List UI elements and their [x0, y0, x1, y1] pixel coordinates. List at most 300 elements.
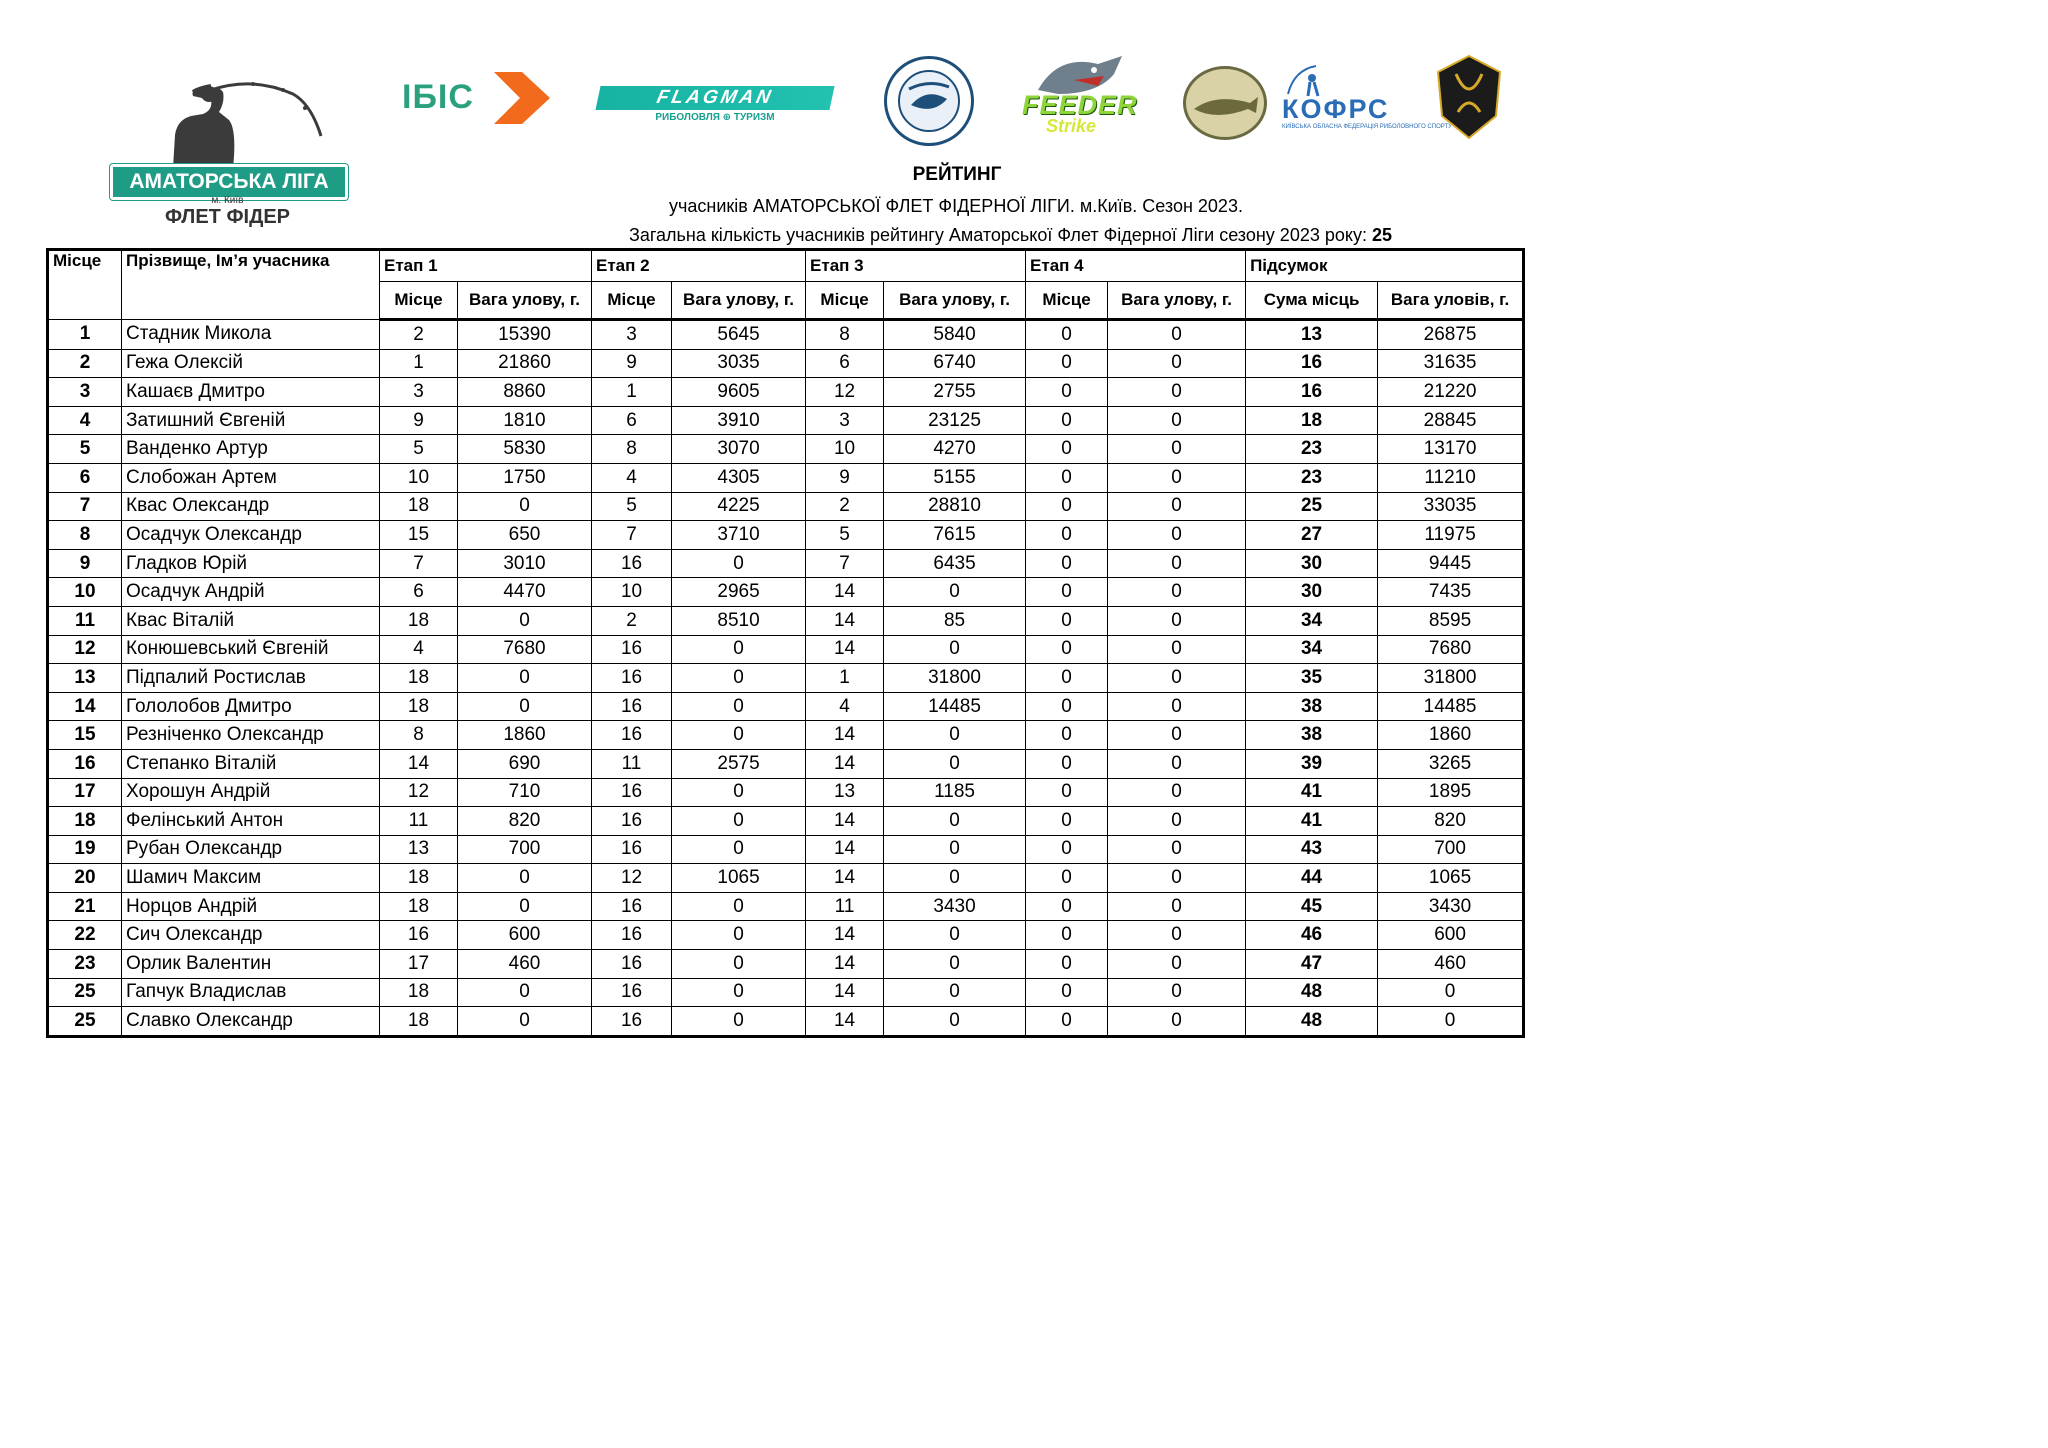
stage-4-weight-cell: 0: [1108, 835, 1246, 864]
stage-1-weight-cell: 7680: [458, 635, 592, 664]
stage-2-place-cell: 6: [592, 406, 672, 435]
stage-4-place-cell: 0: [1026, 921, 1108, 950]
place-cell: 14: [48, 692, 122, 721]
stage-1-place-cell: 18: [380, 492, 458, 521]
stage-1-weight-cell: 460: [458, 950, 592, 979]
total-weight-cell: 600: [1378, 921, 1524, 950]
participant-name-cell: Рубан Олександр: [122, 835, 380, 864]
participant-name-cell: Ванденко Артур: [122, 435, 380, 464]
total-weight-cell: 820: [1378, 807, 1524, 836]
stage-3-weight-cell: 0: [884, 721, 1026, 750]
league-subtitle: ФЛЕТ ФІДЕР: [164, 206, 290, 228]
stage-1-weight-cell: 21860: [458, 349, 592, 378]
place-cell: 8: [48, 521, 122, 550]
sum-places-cell: 23: [1246, 463, 1378, 492]
total-weight-cell: 0: [1378, 978, 1524, 1007]
sum-places-cell: 48: [1246, 978, 1378, 1007]
stage-3-weight-cell: 28810: [884, 492, 1026, 521]
stage-1-place-cell: 18: [380, 664, 458, 693]
participant-name-cell: Затишний Євгеній: [122, 406, 380, 435]
stage-1-weight-cell: 820: [458, 807, 592, 836]
stage-2-place-cell: 16: [592, 721, 672, 750]
stage-2-place-cell: 5: [592, 492, 672, 521]
place-cell: 10: [48, 578, 122, 607]
place-cell: 18: [48, 807, 122, 836]
place-cell: 21: [48, 892, 122, 921]
total-weight-cell: 11975: [1378, 521, 1524, 550]
stage-1-place-cell: 7: [380, 549, 458, 578]
stage-1-place-cell: 18: [380, 692, 458, 721]
participant-name-cell: Сич Олександр: [122, 921, 380, 950]
table-row: [48, 978, 1524, 1007]
sum-places-cell: 25: [1246, 492, 1378, 521]
column-header-place: Місце: [48, 250, 122, 320]
table-header-row: [48, 250, 1524, 282]
stage-3-weight-cell: 6740: [884, 349, 1026, 378]
stage-1-place-cell: 5: [380, 435, 458, 464]
total-weight-cell: 33035: [1378, 492, 1524, 521]
stage-3-place-cell: 14: [806, 1007, 884, 1037]
stage-3-weight-cell: 0: [884, 921, 1026, 950]
stage-4-weight-cell: 0: [1108, 492, 1246, 521]
stage-3-place-cell: 14: [806, 578, 884, 607]
stage-2-place-cell: 16: [592, 664, 672, 693]
stage-1-weight-cell: 4470: [458, 578, 592, 607]
total-weight-cell: 1895: [1378, 778, 1524, 807]
stage-2-weight-cell: 5645: [672, 320, 806, 350]
sum-places-cell: 38: [1246, 721, 1378, 750]
stage-4-weight-cell: 0: [1108, 549, 1246, 578]
stage-3-weight-header: Вага улову, г.: [884, 282, 1026, 320]
total-weight-cell: 0: [1378, 1007, 1524, 1037]
stage-4-place-cell: 0: [1026, 492, 1108, 521]
table-row: [48, 921, 1524, 950]
stage-3-place-cell: 14: [806, 835, 884, 864]
strike-logo-text: Strike: [1046, 116, 1097, 136]
column-header-name: Прізвище, Ім’я учасника: [122, 250, 380, 320]
stage-3-place-cell: 14: [806, 807, 884, 836]
stage-3-place-cell: 4: [806, 692, 884, 721]
stage-2-weight-cell: 3910: [672, 406, 806, 435]
stage-3-weight-cell: 0: [884, 864, 1026, 893]
table-row: [48, 749, 1524, 778]
stage-3-place-cell: 14: [806, 921, 884, 950]
stage-1-place-header: Місце: [380, 282, 458, 320]
stage-2-weight-cell: 0: [672, 1007, 806, 1037]
stage-3-weight-cell: 4270: [884, 435, 1026, 464]
stage-4-place-cell: 0: [1026, 378, 1108, 407]
stage-4-weight-cell: 0: [1108, 378, 1246, 407]
flagman-logo: [598, 86, 832, 128]
feeder-logo-text: FEEDER: [1022, 90, 1138, 120]
sum-places-cell: 43: [1246, 835, 1378, 864]
stage-3-weight-cell: 6435: [884, 549, 1026, 578]
stage-4-weight-cell: 0: [1108, 749, 1246, 778]
stage-3-weight-cell: 2755: [884, 378, 1026, 407]
sum-weight-header: Вага уловів, г.: [1378, 282, 1524, 320]
stage-header-3: Етап 3: [806, 250, 1026, 282]
total-weight-cell: 460: [1378, 950, 1524, 979]
table-row: [48, 606, 1524, 635]
place-cell: 20: [48, 864, 122, 893]
stage-1-weight-cell: 0: [458, 978, 592, 1007]
stage-4-place-cell: 0: [1026, 578, 1108, 607]
league-city: м. Київ: [211, 195, 244, 206]
sum-places-cell: 16: [1246, 378, 1378, 407]
stage-4-place-cell: 0: [1026, 435, 1108, 464]
stage-1-place-cell: 15: [380, 521, 458, 550]
stage-4-weight-cell: 0: [1108, 463, 1246, 492]
stage-3-place-cell: 13: [806, 778, 884, 807]
stage-3-weight-cell: 3430: [884, 892, 1026, 921]
stage-3-weight-cell: 14485: [884, 692, 1026, 721]
stage-3-place-cell: 10: [806, 435, 884, 464]
stage-2-weight-cell: 0: [672, 721, 806, 750]
sum-places-header: Сума місць: [1246, 282, 1378, 320]
participant-name-cell: Гапчук Владислав: [122, 978, 380, 1007]
stage-2-place-cell: 16: [592, 892, 672, 921]
stage-1-place-cell: 18: [380, 1007, 458, 1037]
stage-3-weight-cell: 23125: [884, 406, 1026, 435]
participant-name-cell: Кашаєв Дмитро: [122, 378, 380, 407]
stage-1-place-cell: 12: [380, 778, 458, 807]
participant-name-cell: Орлик Валентин: [122, 950, 380, 979]
total-weight-cell: 28845: [1378, 406, 1524, 435]
stage-1-place-cell: 14: [380, 749, 458, 778]
stage-1-weight-cell: 0: [458, 864, 592, 893]
stage-4-weight-cell: 0: [1108, 406, 1246, 435]
sum-places-cell: 16: [1246, 349, 1378, 378]
sum-places-cell: 39: [1246, 749, 1378, 778]
stage-3-place-cell: 11: [806, 892, 884, 921]
participant-name-cell: Квас Олександр: [122, 492, 380, 521]
stage-4-weight-cell: 0: [1108, 864, 1246, 893]
stage-1-weight-cell: 8860: [458, 378, 592, 407]
fish-emblem-icon: [887, 59, 971, 143]
stage-4-weight-cell: 0: [1108, 635, 1246, 664]
stage-4-place-cell: 0: [1026, 835, 1108, 864]
stage-2-place-cell: 16: [592, 950, 672, 979]
stage-1-place-cell: 6: [380, 578, 458, 607]
stage-2-weight-cell: 3070: [672, 435, 806, 464]
table-row: [48, 635, 1524, 664]
participant-name-cell: Славко Олександр: [122, 1007, 380, 1037]
ibis-logo-text: ІБІС: [402, 78, 474, 116]
stage-3-weight-cell: 0: [884, 978, 1026, 1007]
stage-3-place-cell: 5: [806, 521, 884, 550]
stage-4-place-cell: 0: [1026, 606, 1108, 635]
stage-4-weight-cell: 0: [1108, 921, 1246, 950]
stage-2-place-cell: 9: [592, 349, 672, 378]
stage-2-place-header: Місце: [592, 282, 672, 320]
total-weight-cell: 7680: [1378, 635, 1524, 664]
stage-3-place-cell: 14: [806, 635, 884, 664]
participant-count-line: [629, 225, 1392, 246]
stage-1-weight-cell: 650: [458, 521, 592, 550]
place-cell: 9: [48, 549, 122, 578]
sum-places-cell: 23: [1246, 435, 1378, 464]
stage-1-place-cell: 18: [380, 978, 458, 1007]
participant-name-cell: Гололобов Дмитро: [122, 692, 380, 721]
stage-2-weight-cell: 0: [672, 807, 806, 836]
sum-places-cell: 30: [1246, 578, 1378, 607]
stage-4-weight-cell: 0: [1108, 521, 1246, 550]
stage-2-place-cell: 16: [592, 1007, 672, 1037]
stage-2-weight-cell: 0: [672, 950, 806, 979]
stage-3-weight-cell: 85: [884, 606, 1026, 635]
stage-1-weight-cell: 700: [458, 835, 592, 864]
stage-4-weight-cell: 0: [1108, 1007, 1246, 1037]
stage-4-weight-cell: 0: [1108, 721, 1246, 750]
table-row: [48, 578, 1524, 607]
stage-2-place-cell: 1: [592, 378, 672, 407]
stage-2-place-cell: 7: [592, 521, 672, 550]
table-row: [48, 692, 1524, 721]
stage-1-weight-cell: 0: [458, 492, 592, 521]
stage-2-place-cell: 4: [592, 463, 672, 492]
total-weight-cell: 7435: [1378, 578, 1524, 607]
stage-2-weight-cell: 8510: [672, 606, 806, 635]
participant-name-cell: Стадник Микола: [122, 320, 380, 350]
stage-2-weight-cell: 0: [672, 778, 806, 807]
participant-name-cell: Осадчук Олександр: [122, 521, 380, 550]
flagman-tagline: РИБОЛОВЛЯ ⊕ ТУРИЗМ: [655, 112, 775, 123]
stage-4-place-cell: 0: [1026, 463, 1108, 492]
stage-2-place-cell: 16: [592, 635, 672, 664]
stage-4-weight-cell: 0: [1108, 664, 1246, 693]
place-cell: 2: [48, 349, 122, 378]
place-cell: 16: [48, 749, 122, 778]
stage-3-weight-cell: 0: [884, 749, 1026, 778]
stage-1-place-cell: 3: [380, 378, 458, 407]
stage-1-weight-cell: 710: [458, 778, 592, 807]
sum-places-cell: 34: [1246, 635, 1378, 664]
stage-3-weight-cell: 0: [884, 1007, 1026, 1037]
stage-1-weight-cell: 3010: [458, 549, 592, 578]
place-cell: 25: [48, 1007, 122, 1037]
stage-2-place-cell: 2: [592, 606, 672, 635]
stage-2-place-cell: 16: [592, 835, 672, 864]
page-title: РЕЙТИНГ: [912, 164, 1002, 185]
stage-2-place-cell: 8: [592, 435, 672, 464]
stage-3-weight-cell: 0: [884, 950, 1026, 979]
stage-3-weight-cell: 0: [884, 807, 1026, 836]
participant-name-cell: Фелінський Антон: [122, 807, 380, 836]
stage-3-place-cell: 3: [806, 406, 884, 435]
place-cell: 1: [48, 320, 122, 350]
stage-1-weight-cell: 600: [458, 921, 592, 950]
stage-2-weight-cell: 0: [672, 835, 806, 864]
stage-2-place-cell: 3: [592, 320, 672, 350]
stage-2-weight-header: Вага улову, г.: [672, 282, 806, 320]
total-weight-cell: 8595: [1378, 606, 1524, 635]
stage-1-place-cell: 17: [380, 950, 458, 979]
rating-table: [46, 248, 1525, 1038]
sum-places-cell: 27: [1246, 521, 1378, 550]
total-weight-cell: 3265: [1378, 749, 1524, 778]
total-weight-cell: 3430: [1378, 892, 1524, 921]
place-cell: 19: [48, 835, 122, 864]
stage-4-weight-cell: 0: [1108, 950, 1246, 979]
stage-3-weight-cell: 5840: [884, 320, 1026, 350]
stage-3-weight-cell: 31800: [884, 664, 1026, 693]
table-row: [48, 378, 1524, 407]
participant-count-value: 25: [1371, 225, 1392, 245]
place-cell: 12: [48, 635, 122, 664]
stage-4-place-cell: 0: [1026, 721, 1108, 750]
stage-4-place-cell: 0: [1026, 692, 1108, 721]
stage-4-place-cell: 0: [1026, 950, 1108, 979]
stage-1-place-cell: 10: [380, 463, 458, 492]
stage-3-place-cell: 9: [806, 463, 884, 492]
kofrs-logo: [1282, 64, 1452, 134]
stage-3-weight-cell: 0: [884, 835, 1026, 864]
sum-places-cell: 47: [1246, 950, 1378, 979]
stage-3-place-cell: 14: [806, 721, 884, 750]
stage-4-weight-cell: 0: [1108, 892, 1246, 921]
participant-name-cell: Квас Віталій: [122, 606, 380, 635]
kofrs-logo-text: КОФРС: [1282, 94, 1390, 124]
total-weight-cell: 13170: [1378, 435, 1524, 464]
stage-4-weight-cell: 0: [1108, 807, 1246, 836]
sum-places-cell: 18: [1246, 406, 1378, 435]
table-row: [48, 892, 1524, 921]
sum-places-cell: 34: [1246, 606, 1378, 635]
stage-header-2: Етап 2: [592, 250, 806, 282]
place-cell: 3: [48, 378, 122, 407]
stage-2-place-cell: 12: [592, 864, 672, 893]
stage-1-place-cell: 13: [380, 835, 458, 864]
stage-3-place-cell: 14: [806, 950, 884, 979]
flagman-club-logo: [884, 56, 974, 146]
stage-4-place-cell: 0: [1026, 635, 1108, 664]
participant-name-cell: Осадчук Андрій: [122, 578, 380, 607]
table-row: [48, 721, 1524, 750]
stage-1-weight-cell: 0: [458, 692, 592, 721]
stage-1-weight-cell: 0: [458, 1007, 592, 1037]
stage-4-place-cell: 0: [1026, 521, 1108, 550]
stage-1-place-cell: 18: [380, 892, 458, 921]
stage-4-weight-cell: 0: [1108, 778, 1246, 807]
table-row: [48, 1007, 1524, 1037]
sum-places-cell: 44: [1246, 864, 1378, 893]
flagman-logo-text: FLAGMAN: [595, 86, 834, 110]
page-subtitle: учасників АМАТОРСЬКОЇ ФЛЕТ ФІДЕРНОЇ ЛІГИ. м.Київ. Сезон 2023.: [669, 196, 1243, 216]
table-row: [48, 463, 1524, 492]
kofrs-logo-subtitle: КИЇВСЬКА ОБЛАСНА ФЕДЕРАЦІЯ РИБОЛОВНОГО СПОРТУ: [1282, 124, 1452, 130]
stage-2-weight-cell: 0: [672, 921, 806, 950]
participant-name-cell: Хорошун Андрій: [122, 778, 380, 807]
table-row: [48, 549, 1524, 578]
stage-4-place-cell: 0: [1026, 549, 1108, 578]
summary-header: Підсумок: [1246, 250, 1524, 282]
table-row: [48, 521, 1524, 550]
ibis-logo: [402, 72, 552, 126]
stage-1-weight-cell: 1750: [458, 463, 592, 492]
stage-4-place-cell: 0: [1026, 349, 1108, 378]
stage-4-place-cell: 0: [1026, 664, 1108, 693]
stage-4-weight-cell: 0: [1108, 978, 1246, 1007]
place-cell: 17: [48, 778, 122, 807]
stage-1-weight-header: Вага улову, г.: [458, 282, 592, 320]
stage-4-weight-cell: 0: [1108, 578, 1246, 607]
table-row: [48, 435, 1524, 464]
stage-2-place-cell: 16: [592, 807, 672, 836]
participant-name-cell: Конюшевський Євгеній: [122, 635, 380, 664]
participant-name-cell: Резніченко Олександр: [122, 721, 380, 750]
stage-4-weight-header: Вага улову, г.: [1108, 282, 1246, 320]
table-row: [48, 492, 1524, 521]
pike-club-logo: [1183, 66, 1267, 140]
place-cell: 23: [48, 950, 122, 979]
stage-1-weight-cell: 0: [458, 664, 592, 693]
stage-2-place-cell: 16: [592, 549, 672, 578]
stage-2-place-cell: 16: [592, 978, 672, 1007]
stage-1-place-cell: 9: [380, 406, 458, 435]
table-row: [48, 950, 1524, 979]
table-row: [48, 320, 1524, 350]
stage-4-weight-cell: 0: [1108, 320, 1246, 350]
place-cell: 22: [48, 921, 122, 950]
table-row: [48, 349, 1524, 378]
stage-1-weight-cell: 690: [458, 749, 592, 778]
participant-name-cell: Гладков Юрій: [122, 549, 380, 578]
sum-places-cell: 38: [1246, 692, 1378, 721]
stage-2-weight-cell: 0: [672, 664, 806, 693]
stage-3-place-cell: 6: [806, 349, 884, 378]
arrow-icon: [494, 72, 550, 124]
stage-3-place-cell: 12: [806, 378, 884, 407]
table-row: [48, 406, 1524, 435]
total-weight-cell: 700: [1378, 835, 1524, 864]
stage-4-place-cell: 0: [1026, 1007, 1108, 1037]
stage-2-weight-cell: 1065: [672, 864, 806, 893]
shield-emblem-icon: [1436, 54, 1502, 140]
total-weight-cell: 26875: [1378, 320, 1524, 350]
stage-2-place-cell: 10: [592, 578, 672, 607]
sum-places-cell: 35: [1246, 664, 1378, 693]
total-weight-cell: 1860: [1378, 721, 1524, 750]
place-cell: 15: [48, 721, 122, 750]
stage-4-place-cell: 0: [1026, 807, 1108, 836]
stage-1-place-cell: 2: [380, 320, 458, 350]
league-banner: АМАТОРСЬКА ЛІГА: [110, 164, 348, 200]
stage-3-place-cell: 14: [806, 978, 884, 1007]
stage-3-place-cell: 2: [806, 492, 884, 521]
participant-count-label: Загальна кількість учасників рейтингу Аматорської Флет Фідерної Ліги сезону 2023 року:: [628, 225, 1367, 245]
stage-3-weight-cell: 0: [884, 635, 1026, 664]
total-weight-cell: 14485: [1378, 692, 1524, 721]
participant-name-cell: Шамич Максим: [122, 864, 380, 893]
rating-table-body: [48, 320, 1524, 1037]
sum-places-cell: 30: [1246, 549, 1378, 578]
place-cell: 11: [48, 606, 122, 635]
table-row: [48, 664, 1524, 693]
sum-places-cell: 41: [1246, 778, 1378, 807]
stage-1-place-cell: 11: [380, 807, 458, 836]
place-cell: 5: [48, 435, 122, 464]
sum-places-cell: 13: [1246, 320, 1378, 350]
stage-2-weight-cell: 0: [672, 692, 806, 721]
place-cell: 7: [48, 492, 122, 521]
stage-2-weight-cell: 4305: [672, 463, 806, 492]
stage-4-weight-cell: 0: [1108, 606, 1246, 635]
stage-1-place-cell: 8: [380, 721, 458, 750]
table-row: [48, 807, 1524, 836]
stage-1-weight-cell: 15390: [458, 320, 592, 350]
place-cell: 6: [48, 463, 122, 492]
stage-3-weight-cell: 5155: [884, 463, 1026, 492]
